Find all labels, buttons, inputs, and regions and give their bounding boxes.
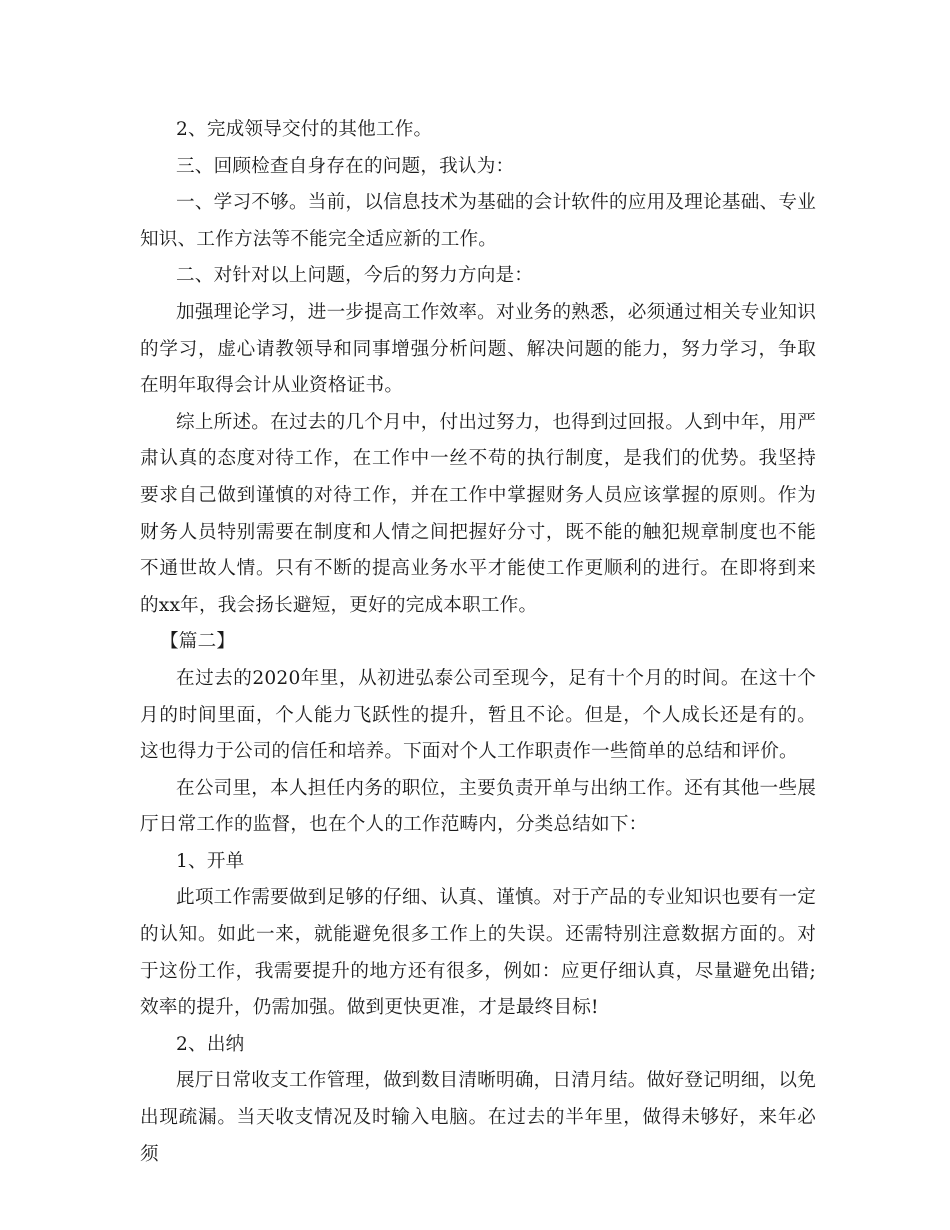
paragraph-direction-heading: 二、对针对以上问题，今后的努力方向是： — [176, 265, 534, 287]
paragraph-problem-1: 一、学习不够。当前，以信息技术为基础的会计软件的应用及理论基础、专业知识、工作方法等不能完全适应新的工作。 — [140, 192, 816, 250]
section-title-part-2: 【篇二】 — [160, 631, 236, 653]
paragraph-billing-heading: 1、开单 — [176, 850, 245, 872]
paragraph-summary: 综上所述。在过去的几个月中，付出过努力，也得到过回报。人到中年，用严肃认真的态度对待工作，在工作中一丝不苟的执行制度，是我们的优势。我坚持要求自己做到谨慎的对待工作，并在工作中掌握财务人员应该掌握的原则。作为财务人员特别需要在制度和人情之间把握好分寸，既不能的触犯规章制度也不能不通世故人情。只有不断的提高业务水平才能使工作更顺利的进行。在即将到来的xx年，我会扬长避短，更好的完成本职工作。 — [140, 411, 816, 616]
paragraph-billing: 此项工作需要做到足够的仔细、认真、谨慎。对于产品的专业知识也要有一定的认知。如此一来，就能避免很多工作上的失误。还需特别注意数据方面的。对于这份工作，我需要提升的地方还有很多，例如：应更仔细认真，尽量避免出错;效率的提升，仍需加强。做到更快更准，才是最终目标! — [140, 887, 816, 1019]
paragraph-cashier: 展厅日常收支工作管理，做到数目清晰明确，日清月结。做好登记明细，以免出现疏漏。当天收支情况及时输入电脑。在过去的半年里，做得未够好，来年必须 — [140, 1070, 816, 1165]
paragraph-intro-2020: 在过去的2020年里，从初进弘泰公司至现今，足有十个月的时间。在这十个月的时间里面，个人能力飞跃性的提升，暂且不论。但是，个人成长还是有的。这也得力于公司的信任和培养。下面对个人工作职责作一些简单的总结和评价。 — [140, 667, 816, 763]
paragraph-task-2: 2、完成领导交付的其他工作。 — [176, 119, 433, 140]
document-page — [140, 112, 816, 1173]
paragraph-study-plan: 加强理论学习，进一步提高工作效率。对业务的熟悉，必须通过相关专业知识的学习，虚心请教领导和同事增强分析问题、解决问题的能力，努力学习，争取在明年取得会计从业资格证书。 — [140, 301, 816, 397]
paragraph-section-3-heading: 三、回顾检查自身存在的问题，我认为： — [176, 155, 515, 177]
paragraph-role: 在公司里，本人担任内务的职位，主要负责开单与出纳工作。还有其他一些展厅日常工作的监督，也在个人的工作范畴内，分类总结如下： — [140, 777, 816, 836]
paragraph-cashier-heading: 2、出纳 — [176, 1033, 245, 1055]
